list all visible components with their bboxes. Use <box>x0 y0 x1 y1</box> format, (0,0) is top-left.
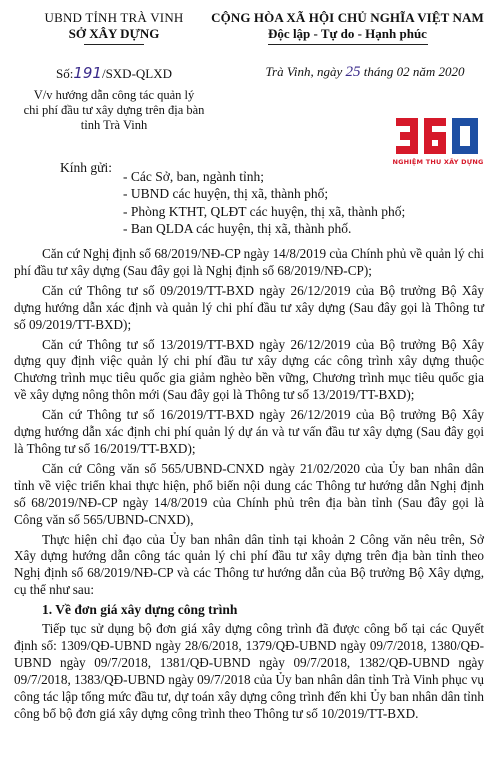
doc-no-prefix: Số: <box>55 66 74 81</box>
paragraph: Căn cứ Công văn số 565/UBND-CNXD ngày 21/02/2020 của Ủy ban nhân dân tỉnh về việc triển khai thực hiện, phổ biến nội dung các Thông tư hướng dẫn Nghị định số 68/2019/NĐ-CP ngày 14/8/2019 của Chính phủ trên địa bàn tỉnh (Sau đây gọi là Công văn số 565/UBND-CNXD), <box>14 460 484 527</box>
paragraph: Căn cứ Thông tư số 09/2019/TT-BXD ngày 26/12/2019 của Bộ trưởng Bộ Xây dựng hướng dẫn xác định và quản lý chi phí đầu tư xây dựng (Sau đây gọi là Thông tư số 09/2019/TT-BXD); <box>14 282 484 332</box>
document-number <box>14 64 214 82</box>
paragraph: Thực hiện chỉ đạo của Ủy ban nhân dân tỉnh tại khoản 2 Công văn nêu trên, Sở Xây dựng hướng dẫn công tác quản lý chi phí đầu tư xây dựng trên địa bàn tỉnh theo Nghị định số 68/2019/NĐ-CP và các Thông tư hướng dẫn của Bộ trưởng Bộ Xây dựng, cụ thể như sau: <box>14 531 484 598</box>
issuer-dept: SỞ XÂY DỰNG <box>68 26 160 41</box>
paragraph: Tiếp tục sử dụng bộ đơn giá xây dựng công trình đã được công bố tại các Quyết định số: 1309/QĐ-UBND ngày 28/6/2018, 1379/QĐ-UBND ngày 09/7/2018, 1380/QĐ-UBND ngày 09/7/2018, 1381/QĐ-UBND ngày 09/7/2018, 1382/QĐ-UBND ngày 09/7/2018, 1383/QĐ-UBND ngày 09/7/2018 của Ủy ban nhân dân tỉnh Trà Vinh phục vụ công tác lập tổng mức đầu tư, dự toán xây dựng công trình đến khi Ủy ban nhân dân tỉnh công bố bộ đơn giá xây dựng công trình theo Thông tư số 10/2019/TT-BXD. <box>14 621 485 721</box>
day-handwritten: 25 <box>345 64 361 80</box>
motto-underline <box>268 44 428 45</box>
subject-line: V/v hướng dẫn công tác quản lý <box>33 88 195 102</box>
document-subject <box>14 88 214 133</box>
nation-motto: Độc lập - Tự do - Hạnh phúc <box>268 26 427 41</box>
watermark-logo <box>388 114 488 172</box>
doc-no-handwritten: 191 <box>73 64 102 82</box>
document-body <box>14 246 484 725</box>
logo-caption: NGHIỆM THU XÂY DỰNG <box>392 158 484 166</box>
place-prefix: Trà Vinh, ngày <box>265 64 343 79</box>
issuer-org: UBND TỈNH TRÀ VINH <box>44 10 184 25</box>
recipient-item: - Phòng KTHT, QLĐT các huyện, thị xã, thành phố; <box>123 203 406 219</box>
issuer-block <box>14 10 214 45</box>
recipient-item: - Các Sở, ban, ngành tỉnh; <box>123 169 264 184</box>
nation-name: CỘNG HÒA XÃ HỘI CHỦ NGHĨA VIỆT NAM <box>211 10 484 25</box>
paragraph: Căn cứ Thông tư số 13/2019/TT-BXD ngày 26/12/2019 của Bộ trưởng Bộ Xây dựng quy định việc quản lý chi phí đầu tư xây dựng các công trình xây dựng thuộc Chương trình mục tiêu quốc gia giảm nghèo bền vững, Chương trình mục tiêu quốc gia về xây dựng nông thôn mới (Sau đây gọi là Thông tư số 13/2019/TT-BXD); <box>14 336 484 403</box>
doc-no-suffix: /SXD-QLXD <box>101 66 173 81</box>
recipients-list <box>123 168 405 237</box>
logo-360-icon <box>388 114 488 158</box>
place-date <box>240 64 490 81</box>
recipients-label: Kính gửi: <box>60 160 112 175</box>
place-suffix: tháng 02 năm 2020 <box>363 64 465 79</box>
recipient-item: - Ban QLDA các huyện, thị xã, thành phố. <box>123 220 352 236</box>
subject-line: tỉnh Trà Vinh <box>80 118 148 132</box>
issuer-underline <box>84 44 144 45</box>
subject-line: chi phí đầu tư xây dựng trên địa bàn <box>23 103 205 117</box>
national-header <box>205 10 490 45</box>
paragraph: Căn cứ Nghị định số 68/2019/NĐ-CP ngày 14/8/2019 của Chính phủ về quản lý chi phí đầu tư xây dựng (Sau đây gọi là Nghị định số 68/2019/NĐ-CP); <box>14 246 484 278</box>
section-heading: 1. Về đơn giá xây dựng công trình <box>42 602 238 618</box>
recipient-item: - UBND các huyện, thị xã, thành phố; <box>123 186 329 202</box>
paragraph: Căn cứ Thông tư số 16/2019/TT-BXD ngày 26/12/2019 của Bộ trưởng Bộ Xây dựng hướng dẫn xác định chi phí quản lý dự án và tư vấn đầu tư xây dựng (Sau đây gọi là Thông tư số 16/2019/TT-BXD); <box>14 407 484 456</box>
